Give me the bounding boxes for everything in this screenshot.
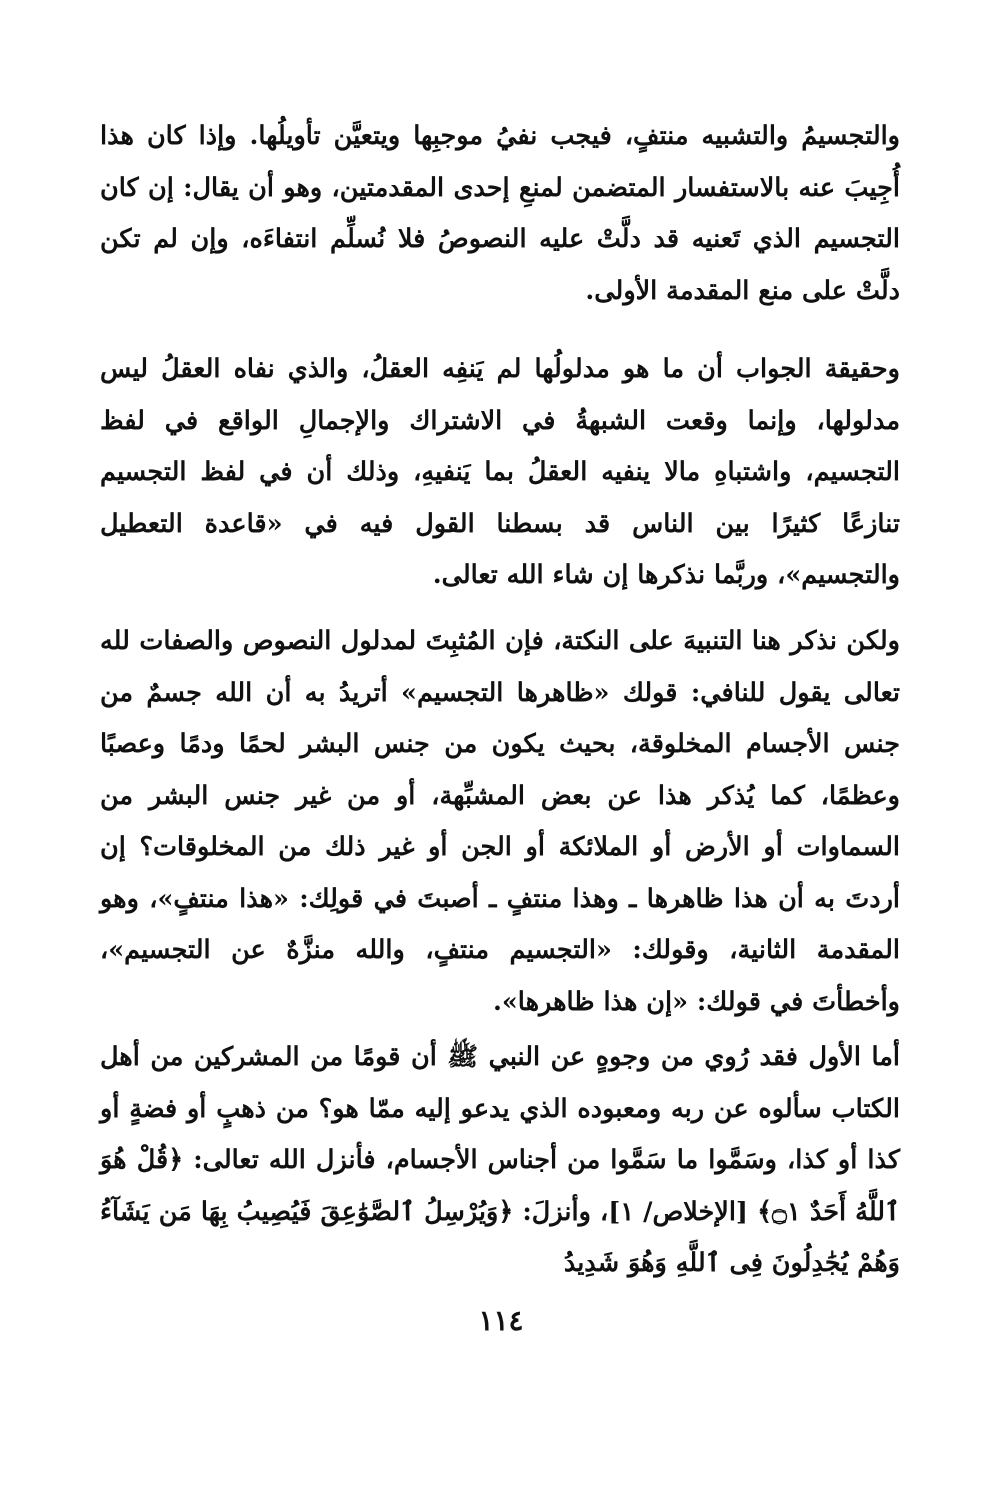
paragraph-2: وحقيقة الجواب أن ما هو مدلولُها لم يَنفِه العقلُ، والذي نفاه العقلُ ليس مدلولها، وإنما وقعت الشبهةُ في الاشتراك والإجمالِ الواقع في لفظ التجسيم، واشتباهِ مالا ينفيه العقلُ بما يَنفيهِ، وذلك أن في لفظ التجسيم تنازعًا كثيرًا بين الناس قد بسطنا القول فيه في «قاعدة التعطيل والتجسيم»، وربَّما نذكرها إن شاء الله تعالى. [100, 354, 900, 590]
paragraph-1: والتجسيمُ والتشبيه منتفٍ، فيجب نفيُ موجبِها ويتعيَّن تأويلُها. وإذا كان هذا أُجِيبَ عنه بالاستفسار المتضمن لمنعِ إحدى المقدمتين، وهو أن يقال: إن كان التجسيم الذي تَعنيه قد دلَّتْ عليه النصوصُ فلا نُسلِّم انتفاءَه، وإن لم تكن دلَّتْ على منع المقدمة الأولى. [100, 121, 900, 306]
paragraph-4: أما الأول فقد رُوي من وجوهٍ عن النبي ﷺ أن قومًا من المشركين من أهل الكتاب سألوه عن ربه ومعبوده الذي يدعو إليه ممّا هو؟ من ذهبٍ أو فضةٍ أو كذا أو كذا، وسَمَّوا ما سَمَّوا من أجناس الأجسام، فأنزل الله تعالى: ﴿قُلْ هُوَ ٱللَّهُ أَحَدٌ ۝١﴾ [الإخلاص/ ١]، وأنزلَ: ﴿وَيُرْسِلُ ٱلصَّوَٰعِقَ فَيُصِيبُ بِهَا مَن يَشَآءُ وَهُمْ يُجَٰدِلُونَ فِى ٱللَّهِ وَهُوَ شَدِيدُ [100, 1042, 901, 1278]
page-number: ١١٤ [478, 1304, 524, 1337]
paragraph-3: ولكن نذكر هنا التنبيهَ على النكتة، فإن المُثبِتَ لمدلول النصوص والصفات لله تعالى يقول للنافي: قولك «ظاهرها التجسيم» أتريدُ به أن الله جسمٌ من جنس الأجسام المخلوقة، بحيث يكون من جنس البشر لحمًا ودمًا وعصبًا وعظمًا، كما يُذكر هذا عن بعض المشبِّهة، أو من غير جنس البشر من السماوات أو الأرض أو الملائكة أو الجن أو غير ذلك من المخلوقات؟ إن أردتَ به أن هذا ظاهرها ـ وهذا منتفٍ ـ أصبتَ في قولِك: «هذا منتفٍ»، وهو المقدمة الثانية، وقولك: «التجسيم منتفٍ، والله منزَّهٌ عن التجسيم»، وأخطأتَ في قولك: «إن هذا ظاهرها». [100, 626, 900, 1017]
